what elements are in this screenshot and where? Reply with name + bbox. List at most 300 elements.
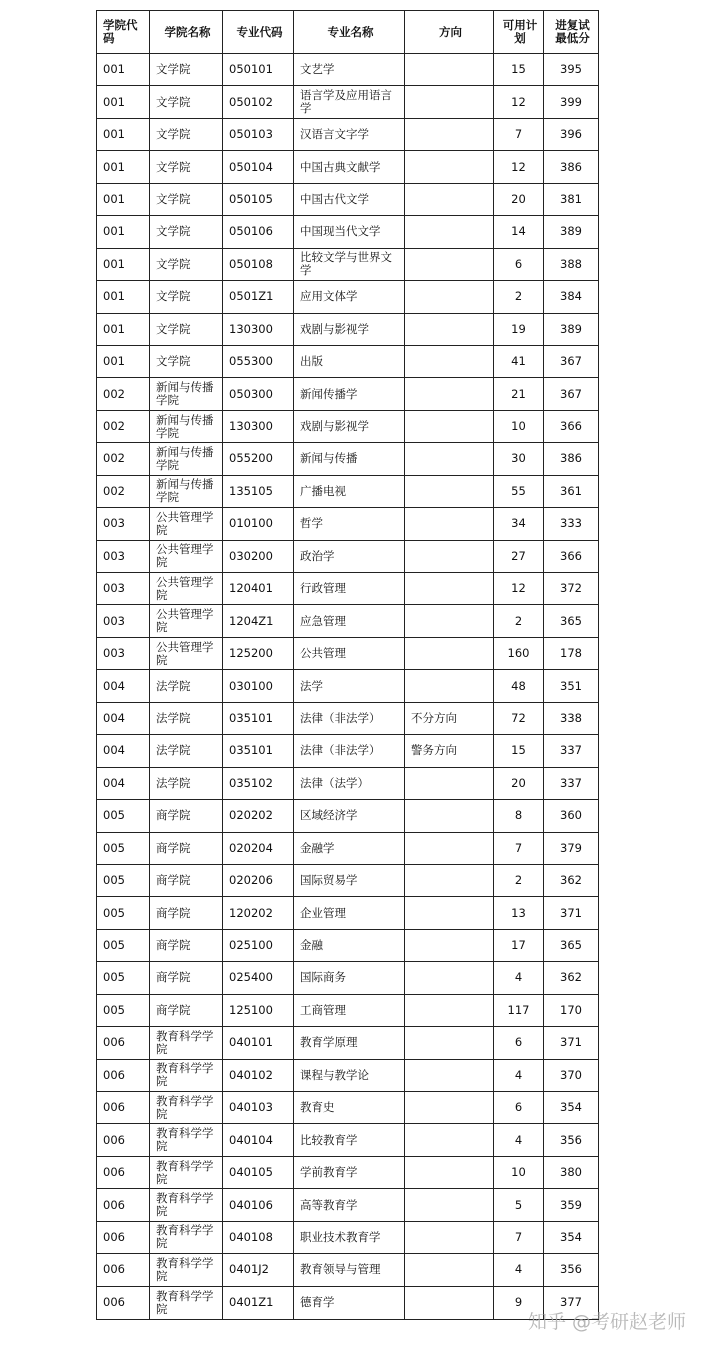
cell-college-code: 001 (97, 248, 150, 280)
cell-plan: 10 (494, 410, 544, 442)
cell-college-name: 教育科学学院 (150, 1092, 223, 1124)
table-row (97, 313, 599, 345)
cell-major-name: 法律（法学） (294, 767, 405, 799)
table-row (97, 864, 599, 896)
cell-direction (405, 313, 494, 345)
table-row (97, 54, 599, 86)
cell-direction (405, 1221, 494, 1253)
cell-min-score: 367 (544, 378, 599, 410)
cell-plan: 7 (494, 832, 544, 864)
cell-major-code: 035102 (223, 767, 294, 799)
cell-major-code: 020206 (223, 864, 294, 896)
cell-major-code: 040106 (223, 1189, 294, 1221)
table-row (97, 118, 599, 150)
cell-plan: 8 (494, 800, 544, 832)
cell-min-score: 371 (544, 897, 599, 929)
cell-major-name: 金融 (294, 929, 405, 961)
table-row (97, 183, 599, 215)
cell-plan: 41 (494, 345, 544, 377)
cell-min-score: 337 (544, 767, 599, 799)
cell-college-code: 001 (97, 313, 150, 345)
cell-college-code: 004 (97, 767, 150, 799)
cell-major-name: 中国古代文学 (294, 183, 405, 215)
cell-college-name: 商学院 (150, 897, 223, 929)
cell-min-score: 389 (544, 216, 599, 248)
cell-major-name: 新闻传播学 (294, 378, 405, 410)
cell-major-code: 030200 (223, 540, 294, 572)
table-row (97, 897, 599, 929)
cell-major-code: 020202 (223, 800, 294, 832)
cell-min-score: 395 (544, 54, 599, 86)
cell-direction (405, 929, 494, 961)
cell-direction (405, 962, 494, 994)
cell-min-score: 371 (544, 1027, 599, 1059)
cell-major-code: 050102 (223, 86, 294, 118)
cell-min-score: 359 (544, 1189, 599, 1221)
cell-college-code: 004 (97, 670, 150, 702)
cell-major-name: 汉语言文字学 (294, 118, 405, 150)
cell-plan: 12 (494, 573, 544, 605)
cell-plan: 27 (494, 540, 544, 572)
cell-college-name: 商学院 (150, 929, 223, 961)
cell-college-name: 教育科学学院 (150, 1189, 223, 1221)
cell-plan: 17 (494, 929, 544, 961)
cell-college-code: 006 (97, 1059, 150, 1091)
cell-major-name: 应急管理 (294, 605, 405, 637)
cell-direction (405, 994, 494, 1026)
cell-min-score: 178 (544, 637, 599, 669)
cell-major-code: 050106 (223, 216, 294, 248)
table-row (97, 1286, 599, 1319)
header-plan: 可用计划 (494, 11, 544, 54)
cell-plan: 4 (494, 962, 544, 994)
cell-major-code: 025100 (223, 929, 294, 961)
cell-direction (405, 832, 494, 864)
cell-direction (405, 118, 494, 150)
cell-major-code: 050103 (223, 118, 294, 150)
cell-college-name: 教育科学学院 (150, 1027, 223, 1059)
cell-college-code: 001 (97, 118, 150, 150)
cell-min-score: 370 (544, 1059, 599, 1091)
table-row (97, 86, 599, 118)
table-row (97, 540, 599, 572)
cell-direction (405, 475, 494, 507)
cell-direction (405, 410, 494, 442)
header-direction: 方向 (405, 11, 494, 54)
cell-college-name: 商学院 (150, 962, 223, 994)
cell-college-name: 法学院 (150, 670, 223, 702)
cell-plan: 6 (494, 1092, 544, 1124)
cell-major-name: 法学 (294, 670, 405, 702)
table-row (97, 345, 599, 377)
cell-major-code: 040103 (223, 1092, 294, 1124)
cell-college-name: 文学院 (150, 118, 223, 150)
cell-college-name: 教育科学学院 (150, 1059, 223, 1091)
cell-direction (405, 1156, 494, 1188)
cell-direction (405, 573, 494, 605)
cell-direction (405, 540, 494, 572)
table-row (97, 410, 599, 442)
cell-plan: 9 (494, 1286, 544, 1319)
cell-major-code: 130300 (223, 313, 294, 345)
cell-major-code: 130300 (223, 410, 294, 442)
cell-plan: 7 (494, 118, 544, 150)
cell-college-code: 006 (97, 1124, 150, 1156)
cell-college-name: 法学院 (150, 702, 223, 734)
cell-plan: 48 (494, 670, 544, 702)
table-row (97, 767, 599, 799)
cell-direction (405, 1124, 494, 1156)
cell-college-name: 文学院 (150, 86, 223, 118)
cell-college-name: 文学院 (150, 151, 223, 183)
cell-major-name: 国际贸易学 (294, 864, 405, 896)
cell-plan: 12 (494, 151, 544, 183)
table-row (97, 475, 599, 507)
cell-plan: 72 (494, 702, 544, 734)
cell-college-code: 005 (97, 864, 150, 896)
cell-plan: 15 (494, 54, 544, 86)
cell-major-name: 工商管理 (294, 994, 405, 1026)
cell-min-score: 366 (544, 540, 599, 572)
cell-major-code: 050101 (223, 54, 294, 86)
cell-major-name: 政治学 (294, 540, 405, 572)
cell-min-score: 356 (544, 1254, 599, 1286)
cell-plan: 20 (494, 767, 544, 799)
table-row (97, 281, 599, 313)
cell-direction (405, 86, 494, 118)
cell-major-code: 055200 (223, 443, 294, 475)
cell-major-code: 040104 (223, 1124, 294, 1156)
table-row (97, 151, 599, 183)
table-header-row (97, 11, 599, 54)
cell-plan: 34 (494, 508, 544, 540)
table-row (97, 800, 599, 832)
header-college-code: 学院代码 (97, 11, 150, 54)
table-row (97, 670, 599, 702)
cell-direction (405, 248, 494, 280)
cell-college-name: 文学院 (150, 281, 223, 313)
cell-college-code: 003 (97, 540, 150, 572)
header-major-name: 专业名称 (294, 11, 405, 54)
cell-min-score: 365 (544, 929, 599, 961)
cell-plan: 2 (494, 864, 544, 896)
cell-plan: 55 (494, 475, 544, 507)
cell-college-name: 教育科学学院 (150, 1156, 223, 1188)
cell-college-code: 006 (97, 1156, 150, 1188)
cell-major-code: 120401 (223, 573, 294, 605)
cell-min-score: 372 (544, 573, 599, 605)
cell-plan: 30 (494, 443, 544, 475)
cell-college-code: 006 (97, 1254, 150, 1286)
cell-major-name: 戏剧与影视学 (294, 410, 405, 442)
watermark: 知乎 @考研赵老师 (528, 1311, 687, 1333)
cell-college-name: 文学院 (150, 345, 223, 377)
cell-major-code: 120202 (223, 897, 294, 929)
cell-major-name: 文艺学 (294, 54, 405, 86)
cell-major-name: 教育领导与管理 (294, 1254, 405, 1286)
cell-major-name: 语言学及应用语言学 (294, 86, 405, 118)
table-row (97, 1189, 599, 1221)
cell-min-score: 333 (544, 508, 599, 540)
cell-college-code: 001 (97, 86, 150, 118)
cell-direction (405, 1254, 494, 1286)
cell-major-name: 应用文体学 (294, 281, 405, 313)
cell-college-code: 006 (97, 1221, 150, 1253)
cell-min-score: 356 (544, 1124, 599, 1156)
cell-direction (405, 54, 494, 86)
cell-plan: 2 (494, 281, 544, 313)
cell-college-code: 001 (97, 151, 150, 183)
cell-college-code: 002 (97, 443, 150, 475)
table-row (97, 637, 599, 669)
cell-college-name: 文学院 (150, 248, 223, 280)
cell-college-name: 新闻与传播学院 (150, 410, 223, 442)
cell-plan: 10 (494, 1156, 544, 1188)
cell-min-score: 386 (544, 151, 599, 183)
cell-direction (405, 1027, 494, 1059)
cell-college-name: 新闻与传播学院 (150, 443, 223, 475)
cell-major-code: 125100 (223, 994, 294, 1026)
cell-college-name: 教育科学学院 (150, 1124, 223, 1156)
cell-plan: 6 (494, 248, 544, 280)
cell-college-code: 002 (97, 410, 150, 442)
table-row (97, 573, 599, 605)
cell-college-name: 法学院 (150, 735, 223, 767)
cell-college-code: 004 (97, 735, 150, 767)
cell-min-score: 362 (544, 962, 599, 994)
cell-major-name: 广播电视 (294, 475, 405, 507)
cell-direction (405, 1286, 494, 1319)
cell-min-score: 380 (544, 1156, 599, 1188)
table-row (97, 1221, 599, 1253)
table-row (97, 702, 599, 734)
cell-college-name: 新闻与传播学院 (150, 378, 223, 410)
cell-direction (405, 345, 494, 377)
cell-major-code: 125200 (223, 637, 294, 669)
cell-college-code: 005 (97, 929, 150, 961)
cell-min-score: 399 (544, 86, 599, 118)
cell-college-code: 006 (97, 1092, 150, 1124)
cell-college-code: 003 (97, 573, 150, 605)
cell-college-name: 商学院 (150, 800, 223, 832)
cell-major-code: 040105 (223, 1156, 294, 1188)
cell-college-name: 商学院 (150, 864, 223, 896)
cell-major-code: 025400 (223, 962, 294, 994)
cell-min-score: 337 (544, 735, 599, 767)
cell-college-code: 001 (97, 54, 150, 86)
cell-major-code: 020204 (223, 832, 294, 864)
cell-plan: 21 (494, 378, 544, 410)
table-row (97, 216, 599, 248)
cell-college-code: 005 (97, 832, 150, 864)
cell-major-code: 035101 (223, 702, 294, 734)
cell-college-code: 005 (97, 897, 150, 929)
cell-plan: 12 (494, 86, 544, 118)
cell-major-code: 050108 (223, 248, 294, 280)
cell-plan: 6 (494, 1027, 544, 1059)
cell-min-score: 354 (544, 1221, 599, 1253)
cell-major-name: 中国现当代文学 (294, 216, 405, 248)
cell-major-name: 课程与教学论 (294, 1059, 405, 1091)
cell-direction: 不分方向 (405, 702, 494, 734)
cell-direction (405, 864, 494, 896)
cell-college-name: 商学院 (150, 994, 223, 1026)
cell-major-name: 区域经济学 (294, 800, 405, 832)
cell-plan: 14 (494, 216, 544, 248)
cell-direction (405, 670, 494, 702)
table-row (97, 1156, 599, 1188)
cell-college-name: 教育科学学院 (150, 1221, 223, 1253)
cell-college-code: 006 (97, 1027, 150, 1059)
cell-major-code: 1204Z1 (223, 605, 294, 637)
cell-college-name: 教育科学学院 (150, 1286, 223, 1319)
cell-direction (405, 1092, 494, 1124)
cell-major-name: 德育学 (294, 1286, 405, 1319)
cell-min-score: 354 (544, 1092, 599, 1124)
cell-major-name: 企业管理 (294, 897, 405, 929)
cell-min-score: 338 (544, 702, 599, 734)
cell-major-name: 比较文学与世界文学 (294, 248, 405, 280)
cell-min-score: 365 (544, 605, 599, 637)
table-row (97, 929, 599, 961)
table-row (97, 443, 599, 475)
cell-major-code: 030100 (223, 670, 294, 702)
cell-college-code: 006 (97, 1189, 150, 1221)
cell-college-name: 公共管理学院 (150, 573, 223, 605)
cell-direction (405, 281, 494, 313)
cell-college-code: 002 (97, 475, 150, 507)
table-row (97, 605, 599, 637)
cell-major-name: 教育学原理 (294, 1027, 405, 1059)
cell-college-name: 商学院 (150, 832, 223, 864)
cell-major-name: 戏剧与影视学 (294, 313, 405, 345)
cell-major-name: 国际商务 (294, 962, 405, 994)
cell-min-score: 377 (544, 1286, 599, 1319)
cell-major-code: 040101 (223, 1027, 294, 1059)
table-row (97, 1027, 599, 1059)
cell-min-score: 351 (544, 670, 599, 702)
cell-major-name: 职业技术教育学 (294, 1221, 405, 1253)
cell-direction (405, 378, 494, 410)
cell-min-score: 367 (544, 345, 599, 377)
cell-major-code: 0401Z1 (223, 1286, 294, 1319)
cell-college-code: 004 (97, 702, 150, 734)
cell-college-name: 文学院 (150, 313, 223, 345)
cell-major-code: 0401J2 (223, 1254, 294, 1286)
cell-college-name: 公共管理学院 (150, 508, 223, 540)
cell-major-code: 055300 (223, 345, 294, 377)
cell-major-code: 050104 (223, 151, 294, 183)
cell-college-name: 新闻与传播学院 (150, 475, 223, 507)
cell-college-code: 001 (97, 183, 150, 215)
cell-major-name: 哲学 (294, 508, 405, 540)
cell-plan: 117 (494, 994, 544, 1026)
cell-college-code: 003 (97, 637, 150, 669)
table-row (97, 1254, 599, 1286)
cell-major-code: 040108 (223, 1221, 294, 1253)
cell-min-score: 381 (544, 183, 599, 215)
cell-min-score: 361 (544, 475, 599, 507)
cell-college-name: 法学院 (150, 767, 223, 799)
cell-college-name: 公共管理学院 (150, 540, 223, 572)
cell-college-code: 001 (97, 216, 150, 248)
cell-college-name: 教育科学学院 (150, 1254, 223, 1286)
admission-score-table (96, 10, 599, 1320)
cell-college-name: 文学院 (150, 183, 223, 215)
cell-direction: 警务方向 (405, 735, 494, 767)
cell-major-code: 040102 (223, 1059, 294, 1091)
cell-major-name: 教育史 (294, 1092, 405, 1124)
cell-major-name: 新闻与传播 (294, 443, 405, 475)
cell-college-code: 005 (97, 800, 150, 832)
cell-plan: 4 (494, 1059, 544, 1091)
cell-direction (405, 183, 494, 215)
cell-major-name: 高等教育学 (294, 1189, 405, 1221)
cell-direction (405, 1189, 494, 1221)
table-row (97, 1092, 599, 1124)
cell-major-name: 法律（非法学） (294, 702, 405, 734)
cell-major-name: 比较教育学 (294, 1124, 405, 1156)
cell-major-code: 135105 (223, 475, 294, 507)
cell-major-name: 公共管理 (294, 637, 405, 669)
cell-major-code: 010100 (223, 508, 294, 540)
cell-plan: 15 (494, 735, 544, 767)
cell-college-code: 005 (97, 994, 150, 1026)
table-row (97, 1124, 599, 1156)
cell-plan: 160 (494, 637, 544, 669)
cell-direction (405, 605, 494, 637)
table-row (97, 248, 599, 280)
header-major-code: 专业代码 (223, 11, 294, 54)
cell-major-name: 行政管理 (294, 573, 405, 605)
cell-college-name: 文学院 (150, 54, 223, 86)
cell-min-score: 379 (544, 832, 599, 864)
cell-direction (405, 508, 494, 540)
cell-min-score: 170 (544, 994, 599, 1026)
cell-plan: 2 (494, 605, 544, 637)
cell-direction (405, 897, 494, 929)
cell-college-code: 003 (97, 508, 150, 540)
cell-min-score: 366 (544, 410, 599, 442)
cell-college-code: 006 (97, 1286, 150, 1319)
cell-college-code: 001 (97, 345, 150, 377)
cell-major-name: 出版 (294, 345, 405, 377)
cell-plan: 4 (494, 1124, 544, 1156)
cell-min-score: 388 (544, 248, 599, 280)
cell-plan: 20 (494, 183, 544, 215)
cell-min-score: 360 (544, 800, 599, 832)
cell-direction (405, 443, 494, 475)
cell-major-name: 法律（非法学） (294, 735, 405, 767)
cell-college-name: 公共管理学院 (150, 605, 223, 637)
table-row (97, 832, 599, 864)
cell-college-name: 文学院 (150, 216, 223, 248)
header-college-name: 学院名称 (150, 11, 223, 54)
cell-major-name: 中国古典文献学 (294, 151, 405, 183)
header-min-score: 进复试最低分 (544, 11, 599, 54)
cell-direction (405, 216, 494, 248)
cell-major-code: 050300 (223, 378, 294, 410)
table-row (97, 1059, 599, 1091)
cell-major-name: 金融学 (294, 832, 405, 864)
cell-plan: 13 (494, 897, 544, 929)
table-row (97, 735, 599, 767)
cell-min-score: 362 (544, 864, 599, 896)
cell-direction (405, 800, 494, 832)
cell-major-name: 学前教育学 (294, 1156, 405, 1188)
cell-college-code: 002 (97, 378, 150, 410)
cell-plan: 5 (494, 1189, 544, 1221)
